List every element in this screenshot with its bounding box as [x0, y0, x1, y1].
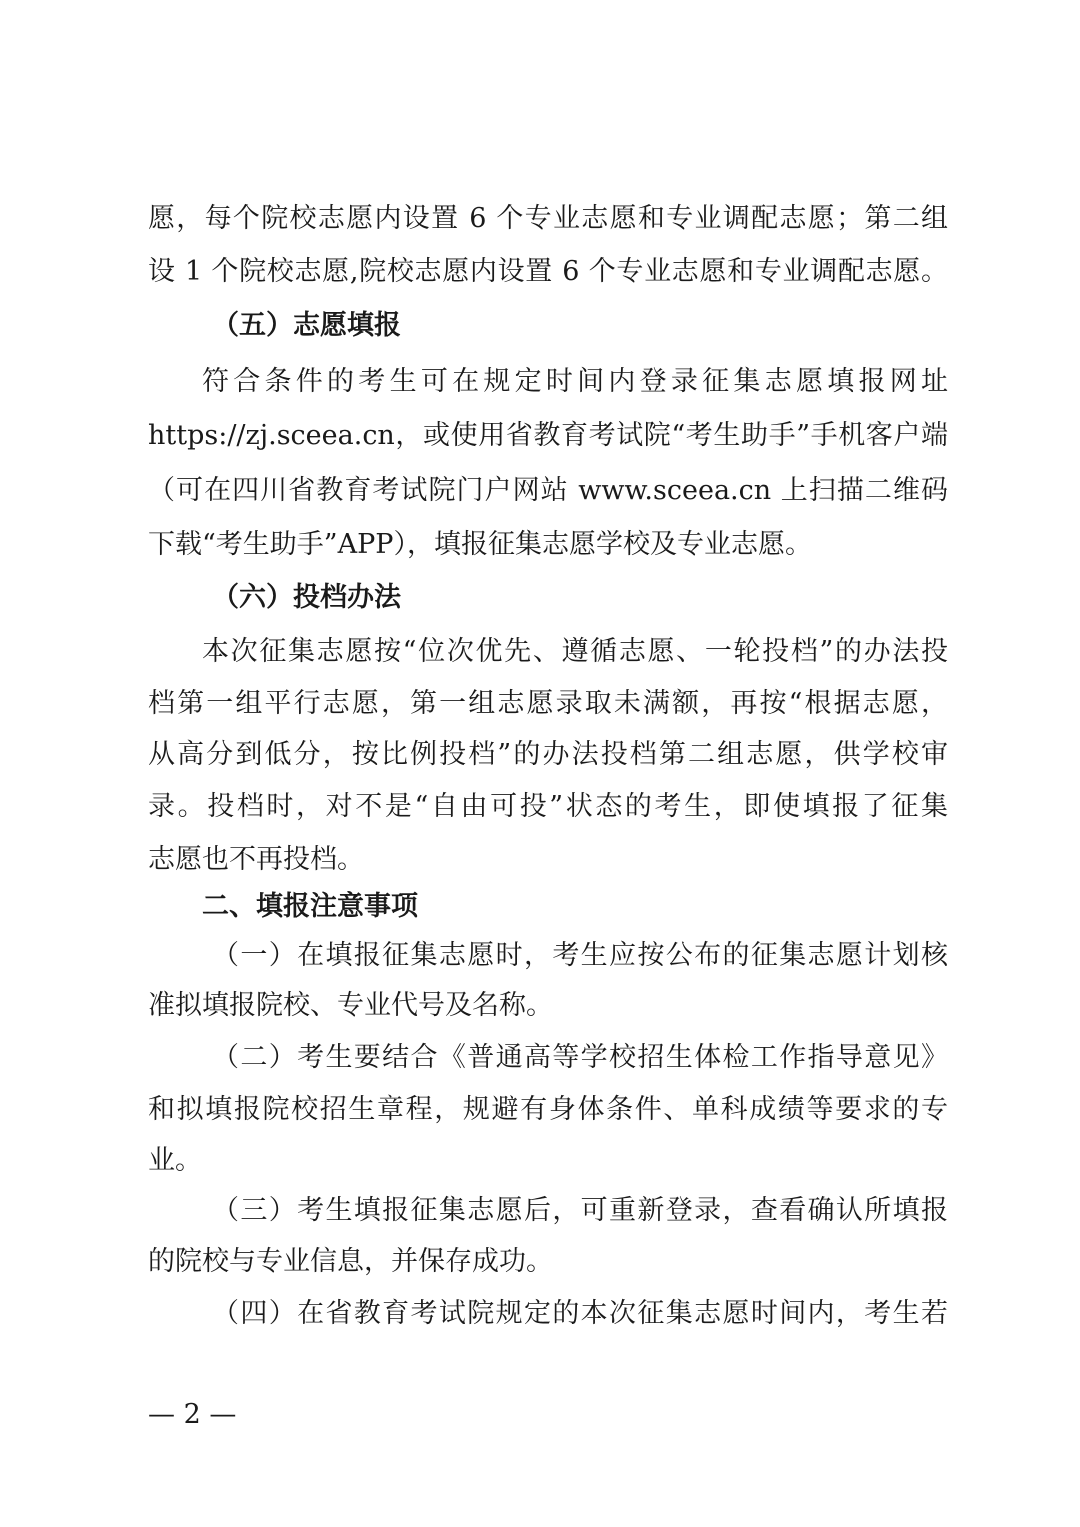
- section-six-line-5: 志愿也不再投档。: [148, 844, 364, 875]
- page-number: — 2 —: [148, 1399, 237, 1430]
- section-six-line-3: 从高分到低分，按比例投档”的办法投档第二组志愿，供学校审: [148, 739, 948, 770]
- section-six-line-4: 录。投档时，对不是“自由可投”状态的考生，即使填报了征集: [148, 791, 948, 822]
- item-two-line-3: 业。: [148, 1145, 202, 1176]
- section-five-line-4: 下载“考生助手”APP），填报征集志愿学校及专业志愿。: [148, 529, 812, 560]
- section-five-line-1: 符合条件的考生可在规定时间内登录征集志愿填报网址: [202, 366, 948, 397]
- item-three-line-1: （三）考生填报征集志愿后，可重新登录，查看确认所填报: [212, 1195, 948, 1226]
- section-six-heading: （六）投档办法: [212, 582, 401, 613]
- section-six-line-1: 本次征集志愿按“位次优先、遵循志愿、一轮投档”的办法投: [202, 636, 948, 667]
- section-five-heading: （五）志愿填报: [212, 310, 401, 341]
- item-three-line-2: 的院校与专业信息，并保存成功。: [148, 1246, 553, 1277]
- section-five-line-3: （可在四川省教育考试院门户网站 www.sceea.cn 上扫描二维码: [148, 475, 948, 506]
- item-one-line-2: 准拟填报院校、专业代号及名称。: [148, 990, 553, 1021]
- item-one-line-1: （一）在填报征集志愿时，考生应按公布的征集志愿计划核: [212, 940, 948, 971]
- continuation-line-2: 设 1 个院校志愿,院校志愿内设置 6 个专业志愿和专业调配志愿。: [148, 256, 948, 287]
- item-four-line-1: （四）在省教育考试院规定的本次征集志愿时间内，考生若: [212, 1298, 948, 1329]
- section-five-line-2: https://zj.sceea.cn，或使用省教育考试院“考生助手”手机客户端: [148, 420, 948, 451]
- part-two-heading: 二、填报注意事项: [202, 891, 418, 922]
- section-six-line-2: 档第一组平行志愿，第一组志愿录取未满额，再按“根据志愿，: [148, 688, 948, 719]
- item-two-line-2: 和拟填报院校招生章程，规避有身体条件、单科成绩等要求的专: [148, 1094, 948, 1125]
- continuation-line-1: 愿，每个院校志愿内设置 6 个专业志愿和专业调配志愿；第二组: [148, 203, 948, 234]
- item-two-line-1: （二）考生要结合《普通高等学校招生体检工作指导意见》: [212, 1042, 948, 1073]
